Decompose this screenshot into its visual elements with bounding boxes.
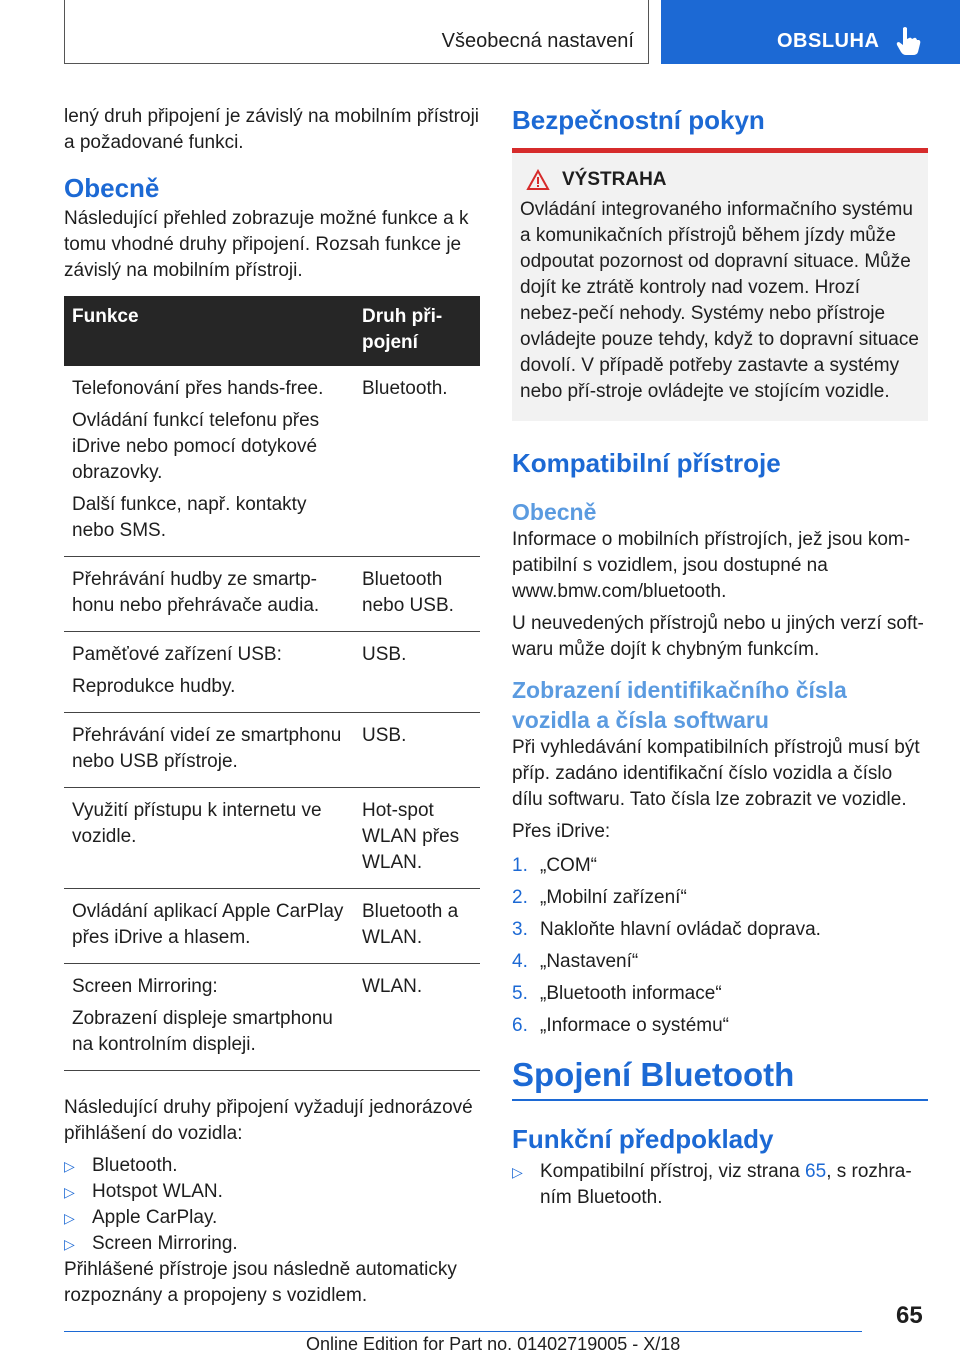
registration-list bbox=[64, 1153, 480, 1257]
triangle-bullet-icon: ▷ bbox=[512, 1164, 523, 1180]
triangle-bullet-icon: ▷ bbox=[64, 1210, 75, 1226]
auto-text: Přihlášené přístroje jsou následně automaticky rozpoznány a propojeny s vozidlem. bbox=[64, 1259, 457, 1306]
section-title: Všeobecná nastavení bbox=[441, 30, 634, 52]
list-item-label: Screen Mirroring. bbox=[92, 1233, 238, 1254]
step-item bbox=[512, 885, 928, 911]
function-text: Paměťové zařízení USB: bbox=[72, 644, 282, 665]
table-row bbox=[64, 557, 480, 632]
function-text: Ovládání funkcí telefonu přes iDrive nebo pomocí dotykové obrazovky. bbox=[72, 410, 320, 483]
step-item bbox=[512, 949, 928, 975]
function-text: Přehrávání videí ze smartphonu nebo USB přístroje. bbox=[72, 725, 342, 772]
chapter-label: OBSLUHA bbox=[777, 30, 880, 52]
function-text: Využití přístupu k internetu ve vozidle. bbox=[72, 800, 322, 847]
list-item-label: Bluetooth. bbox=[92, 1155, 178, 1176]
connection-cell: Bluetooth nebo USB. bbox=[354, 557, 480, 632]
function-text: Zobrazení displeje smartphonu na kontrolním displeji. bbox=[72, 1008, 333, 1055]
step-number: 1. bbox=[512, 855, 528, 876]
functions-table bbox=[64, 296, 480, 1071]
connection-cell: USB. bbox=[354, 632, 480, 713]
step-item bbox=[512, 1013, 928, 1039]
general-text: Následující přehled zobrazuje možné funkce a k tomu vhodné druhy připojení. Rozsah funkce je závislý na mobilním přístroji. bbox=[64, 208, 469, 281]
step-label: „Bluetooth informace“ bbox=[540, 983, 722, 1004]
function-text: Reprodukce hudby. bbox=[72, 676, 236, 697]
page-link[interactable]: 65 bbox=[805, 1161, 827, 1182]
list-item bbox=[64, 1153, 480, 1179]
connection-cell: Hot-spot WLAN přes WLAN. bbox=[354, 788, 480, 889]
function-cell bbox=[64, 713, 354, 788]
connection-cell: Bluetooth a WLAN. bbox=[354, 889, 480, 964]
intro-text: lený druh připojení je závislý na mobilním přístroji a požadované funkci. bbox=[64, 106, 480, 153]
col-connection-header: Druh při-pojení bbox=[354, 296, 480, 366]
list-item-label: Apple CarPlay. bbox=[92, 1207, 218, 1228]
compat-warning-text: U neuvedených přístrojů nebo u jiných verzí soft-waru může dojít k chybným funkcím. bbox=[512, 613, 924, 660]
compat-heading: Kompatibilní přístroje bbox=[512, 448, 781, 478]
compat-text: Informace o mobilních přístrojích, jež jsou kom-patibilní s vozidlem, jsou dostupné na www.bmw.com/bluetooth. bbox=[512, 529, 911, 602]
list-item bbox=[64, 1231, 480, 1257]
list-item bbox=[64, 1205, 480, 1231]
prereq-heading: Funkční předpoklady bbox=[512, 1124, 774, 1154]
table-row bbox=[64, 713, 480, 788]
list-item-label: Hotspot WLAN. bbox=[92, 1181, 223, 1202]
step-label: „COM“ bbox=[540, 855, 597, 876]
connection-cell: USB. bbox=[354, 713, 480, 788]
warning-icon bbox=[526, 169, 550, 191]
list-item bbox=[512, 1159, 928, 1211]
function-cell bbox=[64, 632, 354, 713]
header-section-box bbox=[64, 0, 649, 64]
function-cell bbox=[64, 964, 354, 1071]
heading-general: Obecně bbox=[64, 173, 160, 203]
step-label: „Informace o systému“ bbox=[540, 1015, 729, 1036]
warning-box bbox=[512, 148, 928, 421]
page-number: 65 bbox=[896, 1302, 923, 1329]
ident-heading: Zobrazení identifikačního čísla vozidla a čísla softwaru bbox=[512, 677, 847, 733]
col-function-header: Funkce bbox=[64, 296, 354, 366]
step-number: 5. bbox=[512, 983, 528, 1004]
table-row bbox=[64, 964, 480, 1071]
table-row bbox=[64, 366, 480, 557]
prereq-post: , s rozhra-ním Bluetooth. bbox=[540, 1161, 912, 1208]
step-number: 2. bbox=[512, 887, 528, 908]
compat-subheading: Obecně bbox=[512, 499, 597, 525]
table-row bbox=[64, 632, 480, 713]
step-item bbox=[512, 981, 928, 1007]
step-item bbox=[512, 853, 928, 879]
connection-cell: WLAN. bbox=[354, 964, 480, 1071]
step-label: „Mobilní zařízení“ bbox=[540, 887, 687, 908]
function-text: Ovládání aplikací Apple CarPlay přes iDrive a hlasem. bbox=[72, 901, 344, 948]
warning-label: VÝSTRAHA bbox=[562, 169, 667, 190]
function-cell bbox=[64, 557, 354, 632]
via-idrive-text: Přes iDrive: bbox=[512, 821, 611, 842]
right-column bbox=[512, 104, 928, 1211]
bt-title: Spojení Bluetooth bbox=[512, 1055, 928, 1101]
step-item bbox=[512, 917, 928, 943]
connection-cell: Bluetooth. bbox=[354, 366, 480, 557]
ident-text: Při vyhledávání kompatibilních přístrojů musí být příp. zadáno identifikační číslo vozidla a číslo dílu softwaru. Tato čísla lze zobrazit ve vozidle. bbox=[512, 737, 920, 810]
left-column bbox=[64, 104, 480, 1309]
function-cell bbox=[64, 788, 354, 889]
step-number: 4. bbox=[512, 951, 528, 972]
function-cell bbox=[64, 366, 354, 557]
prereq-pre: Kompatibilní přístroj, viz strana bbox=[540, 1161, 806, 1182]
table-header-row bbox=[64, 296, 480, 366]
step-number: 3. bbox=[512, 919, 528, 940]
triangle-bullet-icon: ▷ bbox=[64, 1236, 75, 1252]
edition-text: Online Edition for Part no. 01402719005 - X/18 bbox=[306, 1334, 681, 1354]
chapter-tab[interactable] bbox=[661, 0, 960, 64]
registration-text: Následující druhy připojení vyžadují jednorázové přihlášení do vozidla: bbox=[64, 1097, 473, 1144]
step-label: Nakloňte hlavní ovládač doprava. bbox=[540, 919, 821, 940]
triangle-bullet-icon: ▷ bbox=[64, 1184, 75, 1200]
warning-text: Ovládání integrovaného informačního systému a komunikačních přístrojů během jízdy může odpoutat pozornost od dopravní situace. Může dojít ke ztrátě kontroly nad vozem. Hrozí nebez-pečí nehody. Systémy nebo přístroje ovládejte pouze tehdy, když to dopravní situace dovolí. V případě potřeby zastavte a systémy nebo pří-stroje ovládejte ve stojícím vozidle. bbox=[520, 199, 919, 402]
safety-heading: Bezpečnostní pokyn bbox=[512, 105, 765, 135]
table-row bbox=[64, 889, 480, 964]
step-label: „Nastavení“ bbox=[540, 951, 639, 972]
steps-list bbox=[512, 853, 928, 1039]
function-text: Screen Mirroring: bbox=[72, 976, 218, 997]
step-number: 6. bbox=[512, 1015, 528, 1036]
function-text: Přehrávání hudby ze smartp-honu nebo přehrávače audia. bbox=[72, 569, 320, 616]
list-item bbox=[64, 1179, 480, 1205]
footer-divider bbox=[64, 1331, 862, 1332]
table-row bbox=[64, 788, 480, 889]
function-cell bbox=[64, 889, 354, 964]
triangle-bullet-icon: ▷ bbox=[64, 1158, 75, 1174]
function-text: Další funkce, např. kontakty nebo SMS. bbox=[72, 494, 307, 541]
function-text: Telefonování přes hands-free. bbox=[72, 378, 324, 399]
pointing-hand-icon bbox=[895, 26, 921, 56]
